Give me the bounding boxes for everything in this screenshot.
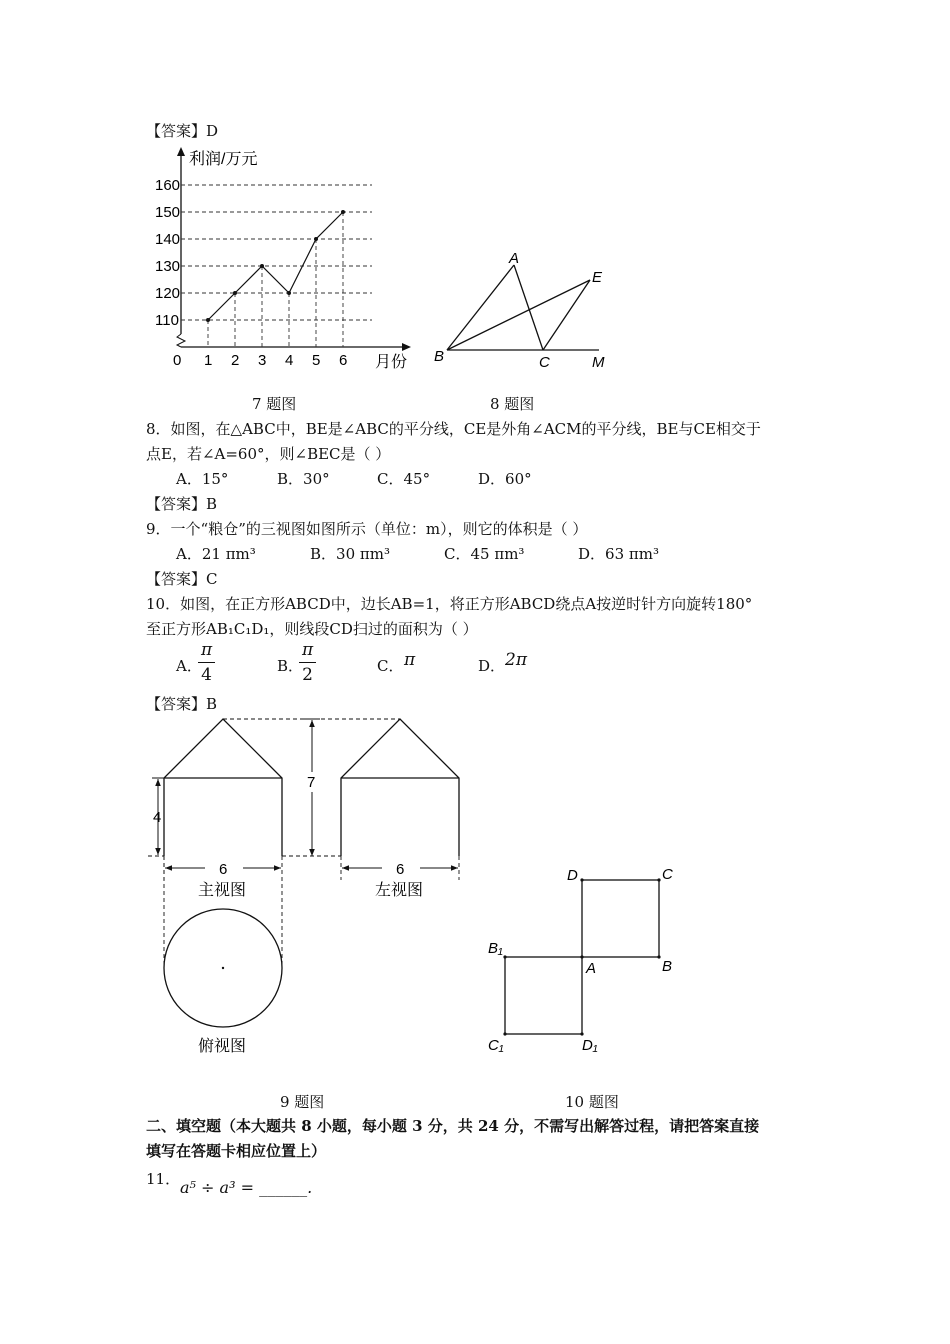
data-point-1 bbox=[206, 318, 210, 322]
line-CE bbox=[543, 280, 590, 350]
section-2-heading-line1: 二、填空题（本大题共 8 小题，每小题 3 分，共 24 分，不需写出解答过程，请把答案直接 bbox=[146, 1117, 760, 1135]
q9-option-a: A．21 πm³ bbox=[176, 545, 256, 563]
q10-option-d-value: 2π bbox=[505, 650, 527, 670]
y-tick-label-110: 110 bbox=[155, 312, 179, 329]
question-9: 9．一个“粮仓”的三视图如图所示（单位：m），则它的体积是（ ） bbox=[146, 520, 588, 538]
answer-8 bbox=[146, 493, 217, 514]
label-D: D bbox=[567, 867, 578, 884]
figure-9-three-views bbox=[140, 710, 480, 1060]
fraction-numerator: π bbox=[198, 640, 215, 663]
answer-7 bbox=[146, 120, 218, 141]
question-8-line2: 点E，若∠A=60°，则∠BEC是（ ） bbox=[146, 445, 391, 463]
section-2-heading-line2: 填写在答题卡相应位置上） bbox=[146, 1142, 327, 1160]
answer-9 bbox=[146, 568, 218, 589]
answer-prefix: 【答案】 bbox=[146, 570, 207, 588]
q10-option-d-label: D． bbox=[478, 657, 506, 675]
question-10-line2: 至正方形AB₁C₁D₁，则线段CD扫过的面积为（ ） bbox=[146, 620, 478, 638]
x-tick-label-1: 1 bbox=[204, 352, 213, 369]
label-D1: D₁ bbox=[582, 1037, 598, 1054]
x-axis-label: 月份 bbox=[375, 354, 408, 371]
q8-option-a: A．15° bbox=[176, 470, 229, 488]
q10-option-b-label: B． bbox=[277, 657, 304, 675]
x-tick-label-5: 5 bbox=[312, 352, 321, 369]
q10-option-c-value: π bbox=[404, 650, 416, 670]
q9-option-c: C．45 πm³ bbox=[444, 545, 525, 563]
square-ABCD bbox=[582, 880, 659, 957]
dim-height-7: 7 bbox=[307, 774, 316, 791]
q10-option-b-fraction bbox=[299, 640, 316, 685]
y-axis-label: 利润/万元 bbox=[189, 151, 258, 168]
label-A: A bbox=[509, 250, 520, 267]
x-tick-label-3: 3 bbox=[258, 352, 267, 369]
line-AC bbox=[514, 265, 543, 350]
x-axis-arrow bbox=[402, 343, 411, 351]
y-tick-label-140: 140 bbox=[155, 231, 181, 248]
data-point-5 bbox=[314, 237, 318, 241]
side-view-outline bbox=[341, 719, 459, 856]
fraction-numerator: π bbox=[299, 640, 316, 663]
y-tick-label-160: 160 bbox=[155, 177, 181, 194]
label-B1: B₁ bbox=[488, 940, 503, 957]
fraction-denominator: 4 bbox=[201, 665, 212, 685]
dim-side-4: 4 bbox=[153, 809, 162, 826]
dim-width-side-6: 6 bbox=[396, 861, 405, 878]
x-tick-label-6: 6 bbox=[339, 352, 348, 369]
answer-value: D bbox=[206, 122, 219, 140]
label-C: C bbox=[662, 866, 673, 883]
line-BE bbox=[447, 280, 590, 350]
q9-option-b: B．30 πm³ bbox=[310, 545, 390, 563]
q8-option-b: B．30° bbox=[277, 470, 330, 488]
label-side-view: 左视图 bbox=[375, 882, 424, 899]
label-top-view: 俯视图 bbox=[198, 1038, 247, 1055]
q8-option-d: D．60° bbox=[478, 470, 532, 488]
question-10-line1: 10．如图，在正方形ABCD中，边长AB=1，将正方形ABCD绕点A按逆时针方向旋转180° bbox=[146, 595, 753, 613]
answer-value: C bbox=[206, 570, 218, 588]
front-view-outline bbox=[164, 719, 282, 856]
y-tick-label-130: 130 bbox=[155, 258, 181, 275]
label-C: C bbox=[539, 354, 550, 371]
data-point-4 bbox=[287, 291, 291, 295]
fraction-denominator: 2 bbox=[302, 665, 313, 685]
caption-fig8: 8 题图 bbox=[490, 395, 535, 413]
square-AB1C1D1 bbox=[505, 957, 582, 1034]
y-axis-arrow bbox=[177, 147, 185, 156]
x-tick-label-2: 2 bbox=[231, 352, 240, 369]
figure-10-squares bbox=[480, 860, 700, 1060]
y-tick-label-150: 150 bbox=[155, 204, 181, 221]
data-point-6 bbox=[341, 210, 345, 214]
dim-width-front-6: 6 bbox=[219, 861, 228, 878]
caption-fig10: 10 题图 bbox=[565, 1093, 619, 1111]
profit-line-chart bbox=[140, 140, 430, 380]
label-B: B bbox=[434, 348, 445, 365]
question-11-number: 11． bbox=[146, 1170, 181, 1188]
line-BA bbox=[447, 265, 514, 350]
answer-prefix: 【答案】 bbox=[146, 495, 207, 513]
question-8-line1: 8．如图，在△ABC中，BE是∠ABC的平分线，CE是外角∠ACM的平分线，BE与CE相交于 bbox=[146, 420, 761, 438]
answer-prefix: 【答案】 bbox=[146, 122, 207, 140]
label-A: A bbox=[586, 960, 597, 977]
answer-prefix: 【答案】 bbox=[146, 695, 207, 713]
caption-fig7: 7 题图 bbox=[252, 395, 297, 413]
data-point-3 bbox=[260, 264, 264, 268]
answer-value: B bbox=[206, 495, 218, 513]
label-front-view: 主视图 bbox=[198, 882, 247, 899]
q10-option-c-label: C． bbox=[377, 657, 404, 675]
q10-option-a-fraction bbox=[198, 640, 215, 685]
answer-value: B bbox=[206, 695, 218, 713]
axis-break bbox=[177, 334, 185, 347]
caption-fig9: 9 题图 bbox=[280, 1093, 325, 1111]
label-C1: C₁ bbox=[488, 1037, 504, 1054]
question-11-expression: a⁵ ÷ a³ = ______. bbox=[180, 1178, 313, 1197]
q10-option-a-label: A． bbox=[176, 657, 202, 675]
data-point-2 bbox=[233, 291, 237, 295]
y-tick-label-120: 120 bbox=[155, 285, 181, 302]
label-B: B bbox=[662, 958, 673, 975]
x-tick-label-4: 4 bbox=[285, 352, 294, 369]
label-M: M bbox=[592, 354, 605, 371]
q8-option-c: C．45° bbox=[377, 470, 431, 488]
figure-8-triangle bbox=[425, 250, 625, 375]
q9-option-d: D．63 πm³ bbox=[578, 545, 659, 563]
origin-label: 0 bbox=[173, 352, 182, 369]
label-E: E bbox=[592, 269, 603, 286]
